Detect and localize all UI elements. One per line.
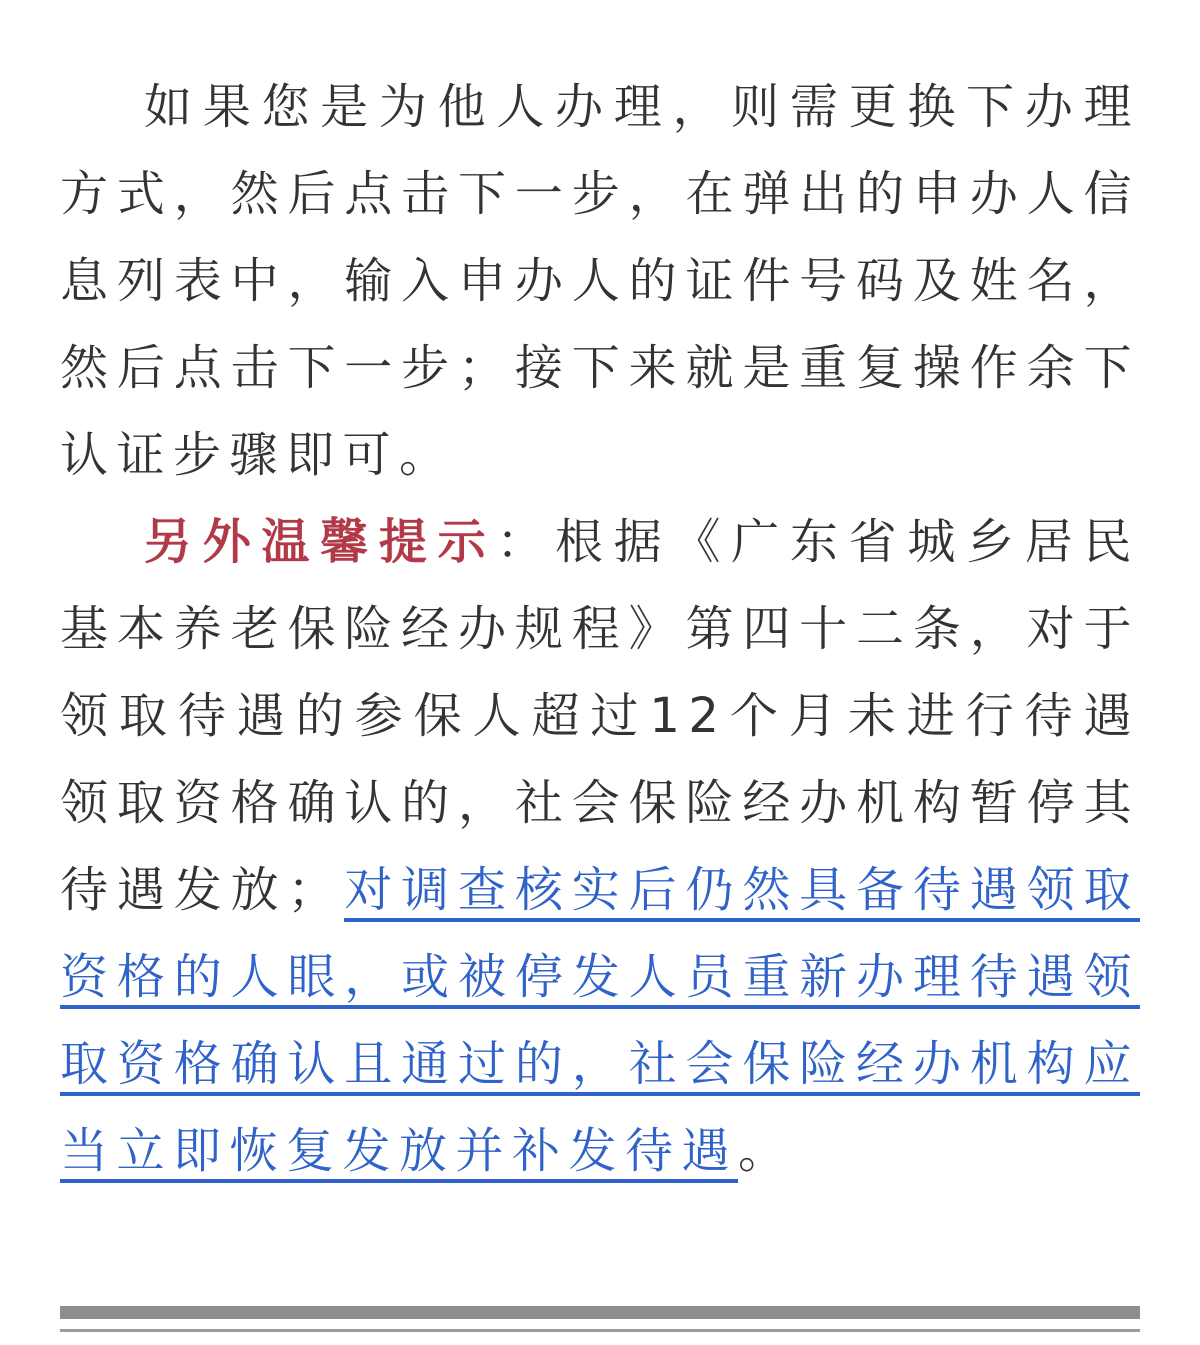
paragraph-proxy-instructions: 如果您是为他人办理，则需更换下办理方式，然后点击下一步，在弹出的申办人信息列表中，输入申办人的证件号码及姓名，然后点击下一步；接下来就是重复操作余下认证步骤即可。 [60,79,1140,483]
divider-thin [60,1329,1140,1332]
reminder-intro: ：根据《广东省城乡居民基本养老保险经办规程》第四十二条，对于领取待遇的参保人超过12个月未进行待遇领取资格确认的，社会保险经办机构暂停其待遇发放； [60,514,1140,918]
article-body [60,64,1140,1195]
divider-thick [60,1306,1140,1319]
reminder-link[interactable]: 对调查核实后仍然具备待遇领取资格的人眼，或被停发人员重新办理待遇领取资格确认且通过的，社会保险经办机构应当立即恢复发放并补发待遇 [60,862,1140,1179]
reminder-highlight: 另外温馨提示 [144,514,497,570]
paragraph-reminder [60,499,1140,1195]
reminder-end: 。 [738,1123,795,1179]
